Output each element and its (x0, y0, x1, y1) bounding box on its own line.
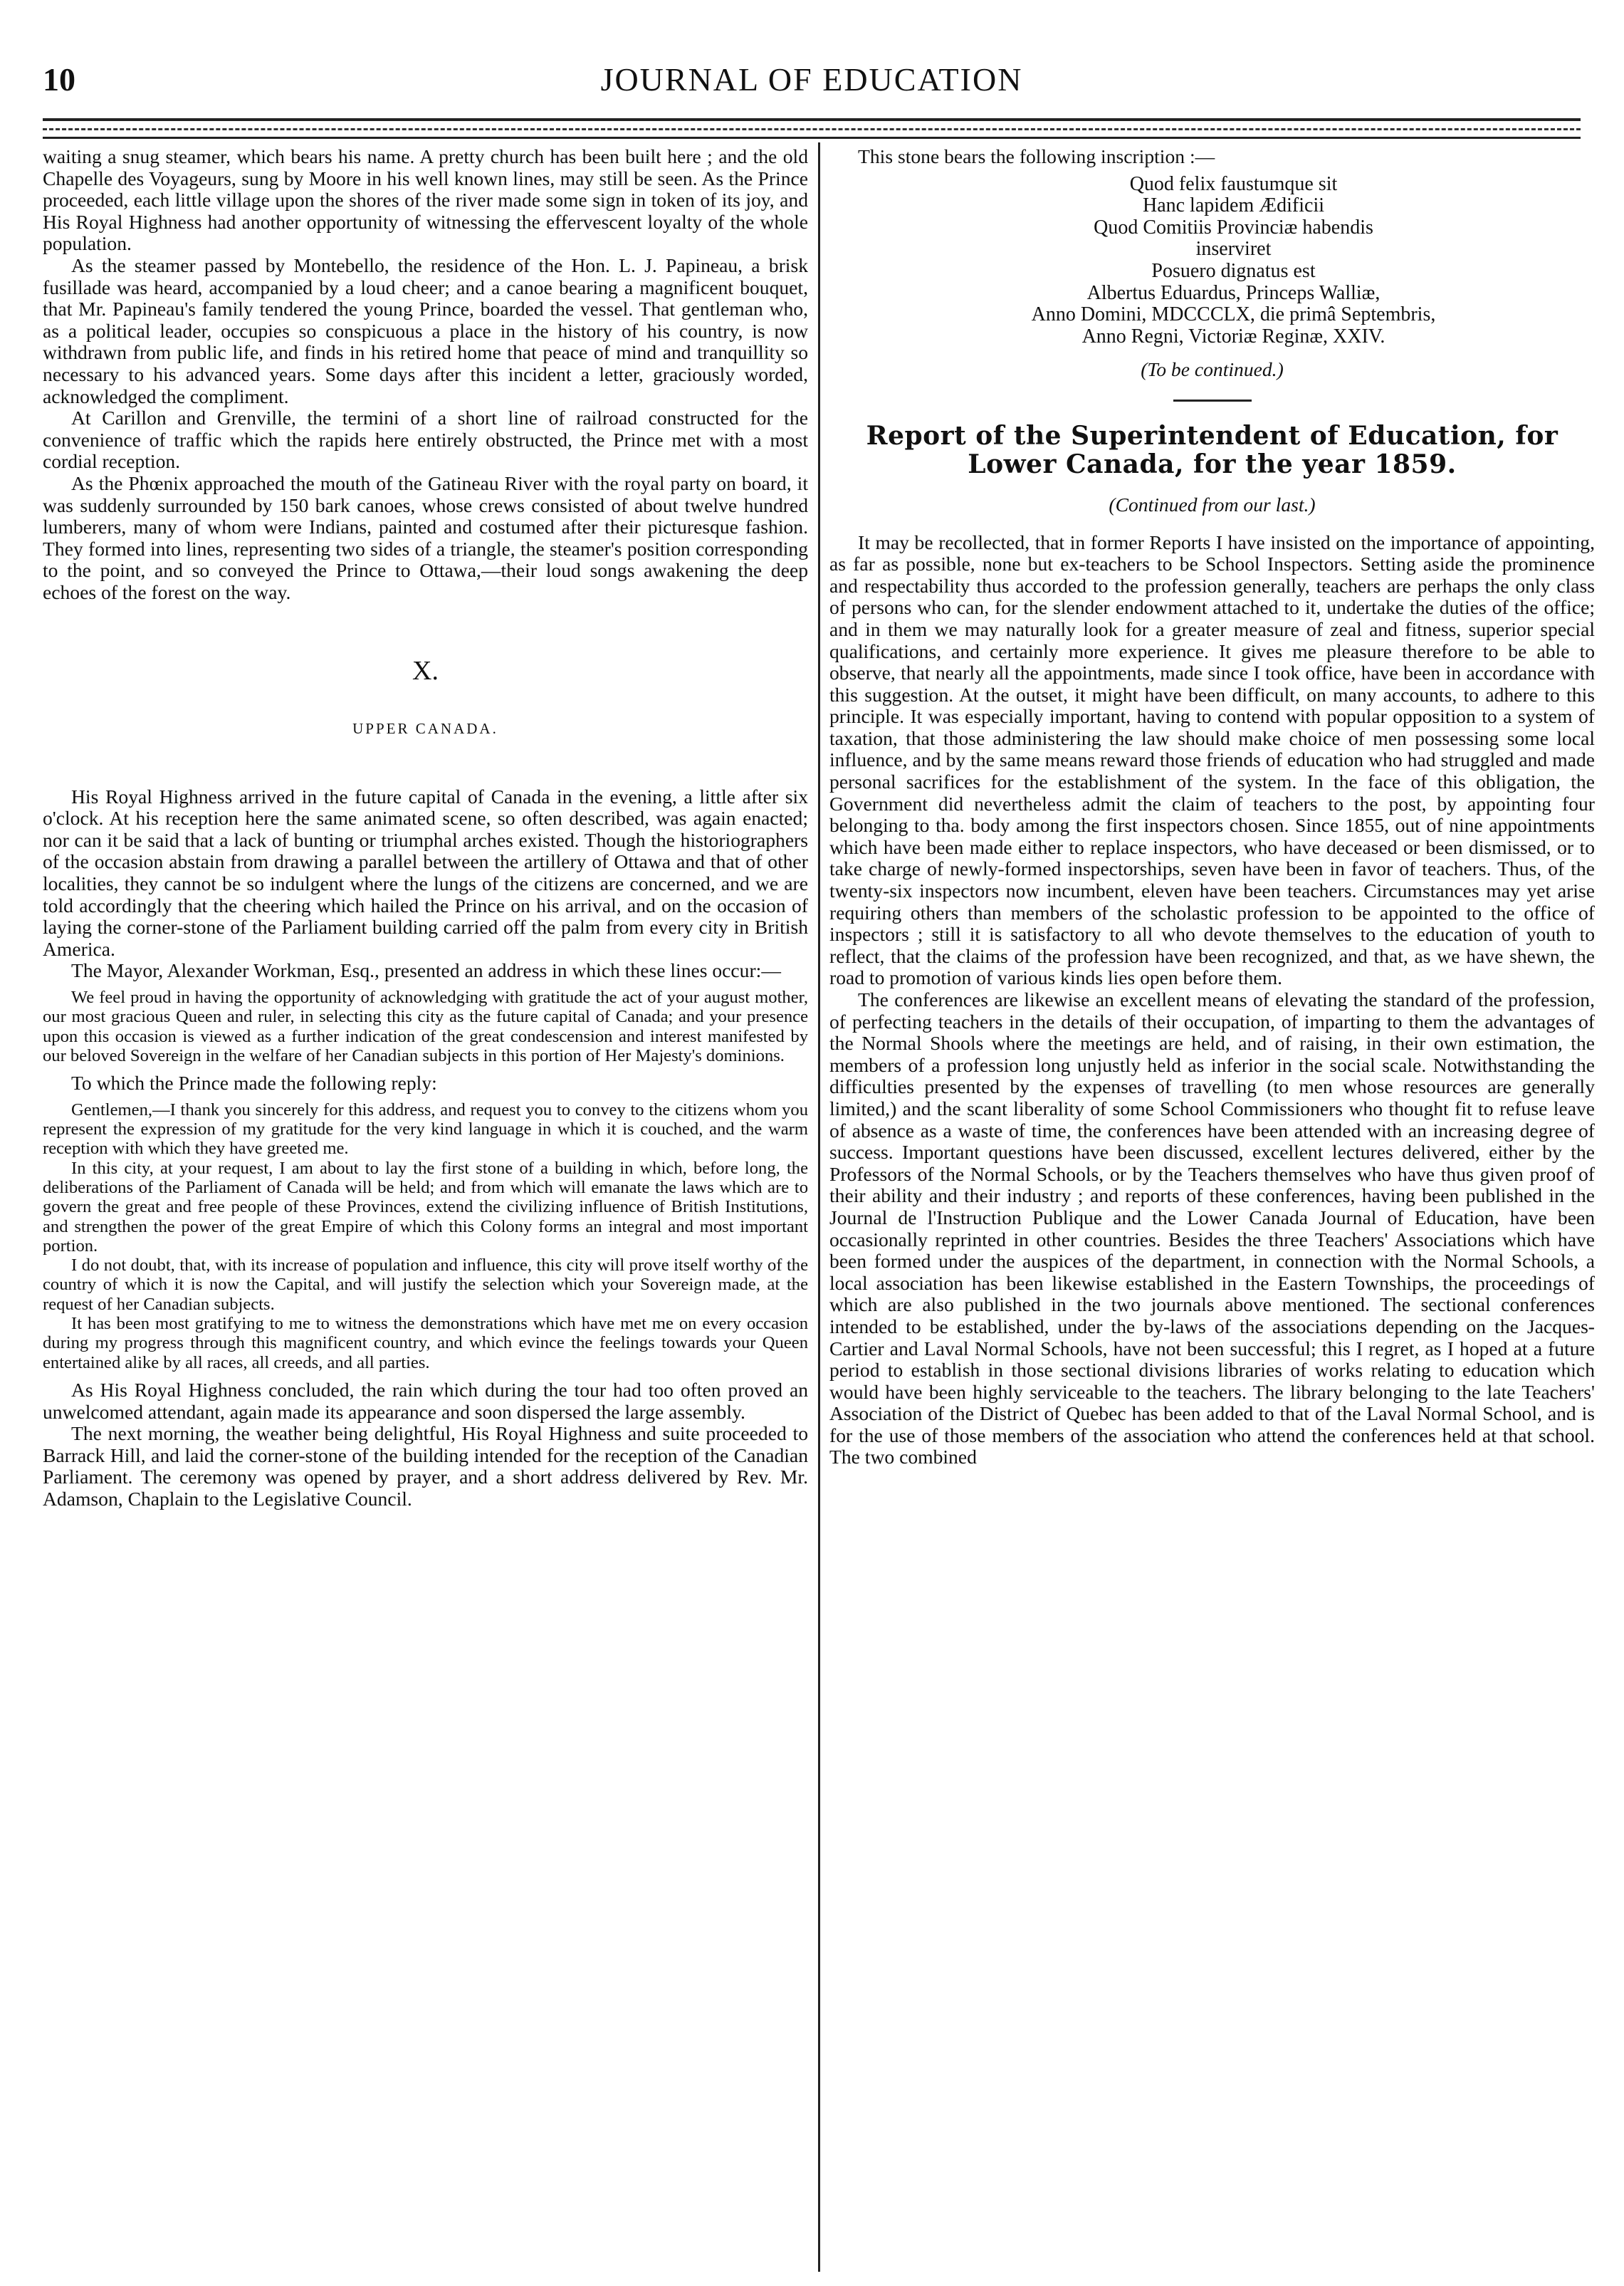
paragraph: As the steamer passed by Montebello, the residence of the Hon. L. J. Papineau, a brisk fusillade was heard, accompanied by a loud cheer; and a canoe bearing a magnificent bouquet, that Mr. Papineau's family tendered the young Prince, boarded the vessel. That gentleman who, as a political leader, occupies so conspicuous a place in the history of his country, is now withdrawn from public life, and finds in his retired home that peace of mind and tranquillity so necessary to his advanced years. Some days after this incident a letter, graciously worded, acknowledged the compliment. (43, 254, 808, 407)
latin-inscription (829, 174, 1595, 348)
paragraph: The Mayor, Alexander Workman, Esq., presented an address in which these lines occur:— (71, 959, 781, 982)
header-rule-bottom (43, 137, 1581, 139)
inscription-line: Quod Comitiis Provinciæ habendis (1094, 216, 1373, 239)
paragraph: This stone bears the following inscription :— (858, 146, 1215, 167)
inscription-line: Hanc lapidem Ædificii (1142, 194, 1325, 217)
paragraph: waiting a snug steamer, which bears his name. A pretty church has been built here ; and the old Chapelle des Voyageurs, sung by Moore in his well known lines, may still be seen. As the Prince proceeded, each little village upon the shores of the river made some sign in token of its joy, and His Royal Highness had another opportunity of witnessing the effervescent loyalty of the whole population. (43, 146, 808, 255)
inscription-line: inserviret (1195, 238, 1272, 261)
paragraph: It may be recollected, that in former Reports I have insisted on the importance of appointing, as far as possible, none but ex-teachers to be School Inspectors. Setting aside the prominence and respectability thus accorded to the profession generally, teachers are perhaps the only class of persons who can, for the slender endowment attached to it, undertake the duties of the office; and in them we may naturally look for a greater measure of zeal and fitness, superior special qualifications, and certainly more experience. It gives me pleasure therefore to be able to observe, that nearly all the appointments, made since I took office, have been in accordance with this suggestion. At the outset, it might have been difficult, on many accounts, to adhere to this principle. It was especially important, having to contend with popular opposition to a system of taxation, that those administering the law should make choice of men possessing some local influence, and by the same means reward those friends of education who had struggled and made personal sacrifices for the establishment of the system. In the face of this obligation, the Government did nevertheless admit the claim of teachers to the post, by appointing four belonging to tha. body among the first inspectors chosen. Since 1855, out of nine appointments which have been made either to replace inspectors, who have deceased or been dismissed, or to take charge of newly-formed inspectorships, seven have been in favor of teachers. Thus, of the twenty-six inspectors now incumbent, eleven have been teachers. Circumstances may yet arise requiring others than members of the scholastic profession to be appointed to the office of inspectors ; still it is satisfactory to all who devote themselves to the education of youth to reflect, that the claims of the profession have been recognized, and that, as we have shewn, the road to promotion of various kinds lies open before them. (829, 531, 1595, 989)
report-title-line: Report of the Superintendent of Education, for (866, 420, 1558, 451)
report-title (829, 422, 1595, 479)
paragraph: As His Royal Highness concluded, the rain which during the tour had too often proved an unwelcomed attendant, again made its appearance and soon dispersed the large assembly. (43, 1378, 808, 1423)
header-rule-top (43, 118, 1581, 121)
inscription-line: Posuero dignatus est (1151, 259, 1316, 282)
page-number: 10 (43, 61, 75, 98)
section-subtitle: UPPER CANADA. (352, 720, 498, 738)
inscription-line: Quod felix faustumque sit (1129, 172, 1338, 195)
inscription-line: Anno Domini, MDCCCLX, die primâ Septembris, (1031, 303, 1436, 326)
quote-paragraph: It has been most gratifying to me to witness the demonstrations which have met me on every occasion during my progress through this magnificent country, and which evince the feelings towards your Queen entertained alike by all races, all creeds, and all parties. (43, 1314, 808, 1372)
continued-note: (Continued from our last.) (1109, 493, 1316, 516)
inscription-line: Albertus Eduardus, Princeps Walliæ, (1086, 281, 1381, 304)
inscription-line: Anno Regni, Victoriæ Reginæ, XXIV. (1081, 325, 1385, 348)
section-separator-rule (1173, 400, 1252, 402)
report-title-line: Lower Canada, for the year 1859. (968, 449, 1457, 479)
paragraph: The next morning, the weather being delightful, His Royal Highness and suite proceeded to Barrack Hill, and laid the corner-stone of the building intended for the reception of the Canadian Parliament. The ceremony was opened by prayer, and a short address delivered by Rev. Mr. Adamson, Chaplain to the Legislative Council. (43, 1422, 808, 1510)
paragraph: As the Phœnix approached the mouth of the Gatineau River with the royal party on board, it was suddenly surrounded by 150 bark canoes, whose crews consisted of about twelve hundred lumberers, many of whom were Indians, painted and costumed after their picturesque fashion. They formed into lines, representing two sides of a triangle, the steamer's position corresponding to the point, and so conveyed the Prince to Ottawa,—their loud songs awakening the deep echoes of the forest on the way. (43, 471, 808, 603)
section-numeral: X. (412, 656, 439, 687)
to-be-continued: (To be continued.) (1141, 358, 1284, 381)
address-quote (43, 988, 808, 1065)
quote-paragraph: We feel proud in having the opportunity of acknowledging with gratitude the act of your august mother, our most gracious Queen and ruler, in selecting this city as the future capital of Canada; and your presence upon this occasion is viewed as a further indication of the great condescension and interest manifested by our beloved Sovereign in the welfare of her Canadian subjects in this portion of Her Majesty's dominions. (43, 988, 808, 1065)
column-divider (818, 142, 820, 2272)
right-column (829, 146, 1595, 2275)
reply-quote (43, 1100, 808, 1372)
paragraph: His Royal Highness arrived in the future capital of Canada in the evening, a little after six o'clock. At his reception here the same animated scene, so often described, was again enacted; nor can it be said that a lack of bunting or triumphal arches existed. Though the historiographers of the occasion abstain from drawing a parallel between the artillery of Ottawa and that of other localities, they cannot be so indulgent where the lungs of the citizens are concerned, and we are told accordingly that the cheering which hailed the Prince on his arrival, and on the occasion of laying the corner-stone of the Parliament building carried off the palm from every city in British America. (43, 785, 808, 960)
quote-paragraph: I do not doubt, that, with its increase of population and influence, this city will prove itself worthy of the country of which it is now the Capital, and will justify the selection which your Sovereign made, at the request of her Canadian subjects. (43, 1256, 808, 1314)
header-rule-dashed (43, 128, 1581, 130)
running-title: JOURNAL OF EDUCATION (600, 61, 1023, 98)
left-column (43, 146, 808, 2275)
paragraph: To which the Prince made the following reply: (71, 1072, 437, 1095)
page-header (43, 61, 1581, 110)
paragraph: The conferences are likewise an excellent means of elevating the standard of the profession, of perfecting teachers in the details of their occupation, of imparting to them the advantages of the Normal Shools where the meetings are held, and of raising, in their own estimation, the members of a profession long unjustly held as inferior in the social scale. Notwithstanding the difficulties presented by the expenses of travelling (to men whose resources are generally limited,) and the scant liberality of some School Commissioners who thought fit to refuse leave of absence as a waste of time, the conferences have been attended with an increasing degree of success. Important questions have been discussed, excellent lectures delivered, either by the Professors of the Normal Schools, or by the Teachers themselves who have thus given proof of their ability and their industry ; and reports of these conferences, having been published in the Journal de l'Instruction Publique and the Lower Canada Journal of Education, have been occasionally reprinted in other countries. Besides the three Teachers' Associations which have been formed under the auspices of the department, in connection with the Normal Schools, a local association has been likewise established in the Eastern Townships, the proceedings of which are also published in the two journals above mentioned. The sectional conferences intended to be established, under the by-laws of the associations depending on the Jacques-Cartier and Laval Normal Schools, have not been successful; this I regret, as I hoped at a future period to establish in those sectional divisions libraries of works relating to education which would have been highly serviceable to the teachers. The library belonging to the late Teachers' Association of the District of Quebec has been added to that of the Laval Normal School, and is for the use of those members of the association who attend the conferences held at that school. The two combined (829, 988, 1595, 1468)
quote-paragraph: In this city, at your request, I am about to lay the first stone of a building in which, before long, the deliberations of the Parliament of Canada will be held; and from which will emanate the laws which are to govern the great and free people of these Provinces, extend the civilizing influence of British Institutions, and strengthen the power of the great Empire of which this Colony forms an integral and most important portion. (43, 1158, 808, 1256)
quote-paragraph: Gentlemen,—I thank you sincerely for this address, and request you to convey to the citizens whom you represent the expression of my gratitude for the very kind language in which it is couched, and the warm reception with which they have greeted me. (43, 1100, 808, 1159)
paragraph: At Carillon and Grenville, the termini of a short line of railroad constructed for the convenience of traffic which the rapids here entirely obstructed, the Prince met with a most cordial reception. (43, 407, 808, 473)
